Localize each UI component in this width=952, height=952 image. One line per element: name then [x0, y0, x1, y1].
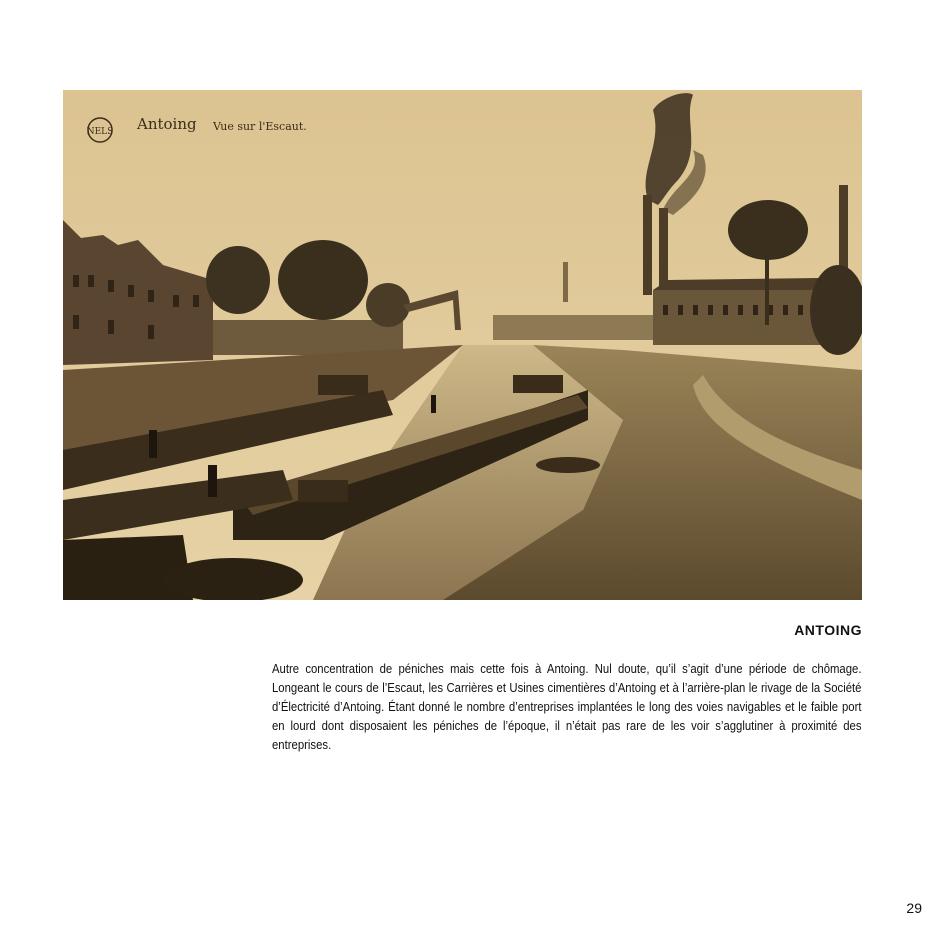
postcard-photo: [63, 90, 862, 600]
body-paragraph: Autre concentration de péniches mais cette fois à Antoing. Nul doute, qu’il s’agit d’une période de chômage. Longeant le cours de l’Escaut, les Carrières et Usines cimentières d’Antoing et à l’arrière-plan le rivage de la Société d’Électricité d’Antoing. Étant donné le nombre d’entreprises implantées le long des voies navigables et le faible port en lourd dont disposaient les péniches de l’époque, il n’était pas rare de les voir s’agglutiner à proximité des entreprises.: [272, 662, 862, 752]
canal-scene-illustration: [63, 90, 862, 600]
postcard-title: Antoing: [137, 115, 197, 133]
postcard-subtitle: Vue sur l'Escaut.: [213, 120, 307, 133]
publisher-logo-text: NELS: [86, 127, 114, 137]
page-number: 29: [906, 900, 922, 916]
section-title: ANTOING: [794, 622, 862, 638]
